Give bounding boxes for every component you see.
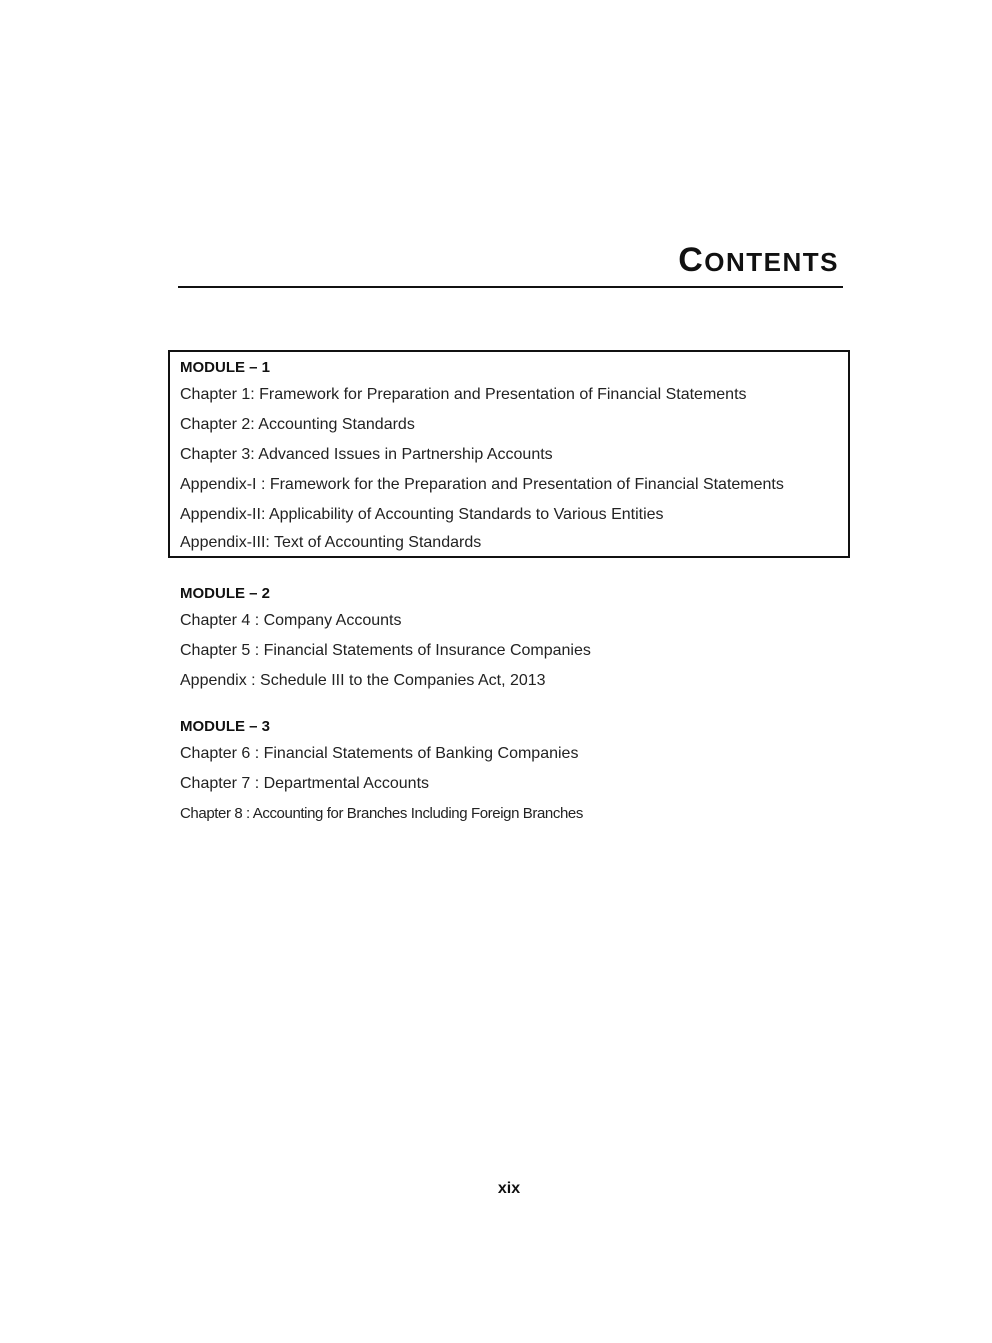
page-title-rest: ONTENTS xyxy=(704,247,839,277)
page-number: xix xyxy=(497,1180,521,1197)
toc-entry-chapter-8[interactable]: Chapter 8 : Accounting for Branches Including Foreign Branches xyxy=(180,805,583,822)
toc-entry-chapter-4[interactable]: Chapter 4 : Company Accounts xyxy=(180,612,402,629)
title-underline xyxy=(178,286,843,288)
toc-entry-chapter-2[interactable]: Chapter 2: Accounting Standards xyxy=(180,416,415,433)
page-title xyxy=(178,240,843,282)
toc-entry-chapter-6[interactable]: Chapter 6 : Financial Statements of Banking Companies xyxy=(180,745,579,762)
toc-entry-appendix-1[interactable]: Appendix-I : Framework for the Preparation and Presentation of Financial Statements xyxy=(180,476,784,493)
toc-entry-chapter-7[interactable]: Chapter 7 : Departmental Accounts xyxy=(180,775,430,792)
module-1-box xyxy=(168,350,850,558)
contents-header xyxy=(178,240,843,288)
module-2-section xyxy=(168,582,850,696)
module-2-title: MODULE – 2 xyxy=(180,585,271,602)
module-3-title: MODULE – 3 xyxy=(180,718,271,735)
toc-entry-appendix-2[interactable]: Appendix-II: Applicability of Accounting Standards to Various Entities xyxy=(180,506,664,523)
module-1-title: MODULE – 1 xyxy=(180,359,271,376)
toc-entry-chapter-1[interactable]: Chapter 1: Framework for Preparation and Presentation of Financial Statements xyxy=(180,386,747,403)
toc-entry-appendix-3[interactable]: Appendix-III: Text of Accounting Standards xyxy=(180,534,482,551)
module-3-section xyxy=(168,715,850,829)
page-title-initial: C xyxy=(678,241,705,279)
toc-entry-appendix-schedule-3[interactable]: Appendix : Schedule III to the Companies Act, 2013 xyxy=(180,672,546,689)
toc-entry-chapter-3[interactable]: Chapter 3: Advanced Issues in Partnership Accounts xyxy=(180,446,553,463)
toc-entry-chapter-5[interactable]: Chapter 5 : Financial Statements of Insurance Companies xyxy=(180,642,591,659)
